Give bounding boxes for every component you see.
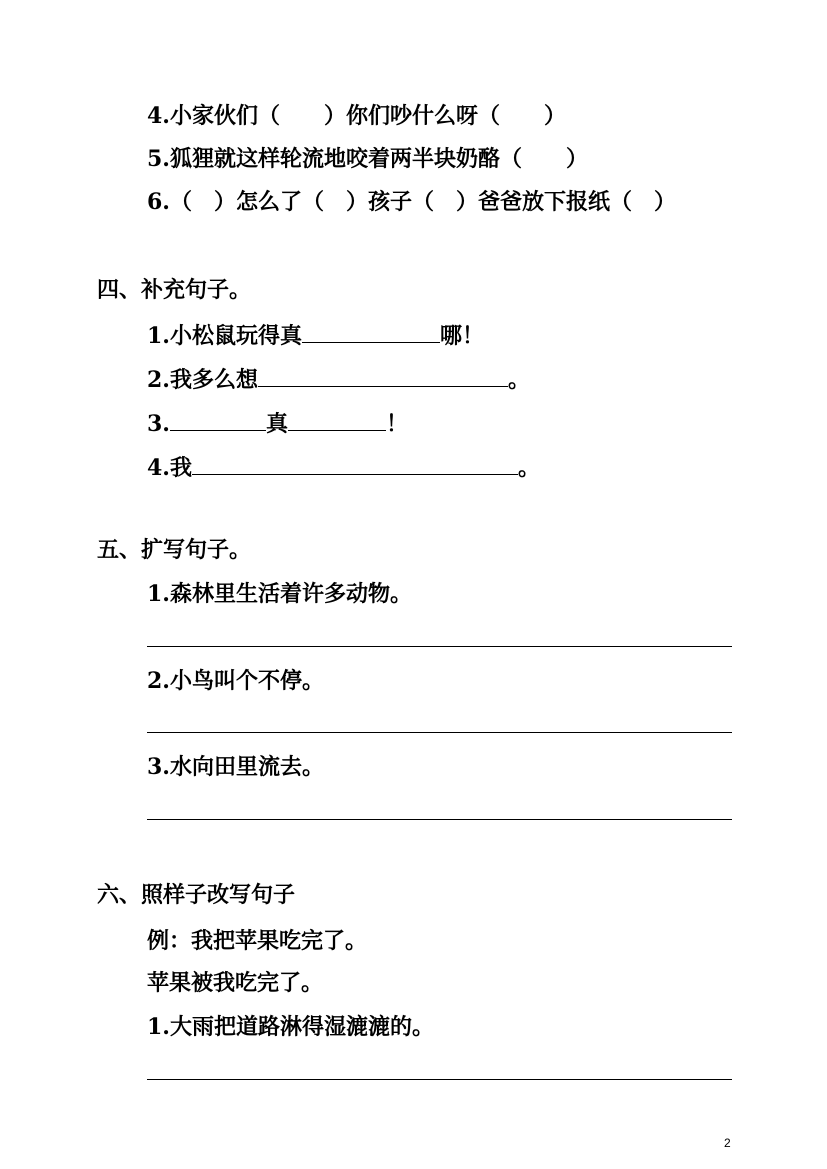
section-heading-4: 四、补充句子。 — [97, 278, 252, 303]
item-text: 哪！ — [439, 323, 484, 349]
item-text: 我多么想 — [169, 367, 258, 393]
question-item-4 — [147, 101, 566, 131]
question-item-6 — [147, 187, 676, 217]
item-text: （ ）怎么了（ ）孩子（ ）爸爸放下报纸（ ） — [169, 189, 676, 215]
expand-item-2 — [147, 666, 324, 696]
answer-line[interactable] — [147, 1079, 732, 1080]
answer-blank[interactable] — [258, 362, 508, 387]
fill-item-4 — [147, 450, 540, 483]
item-text: 小松鼠玩得真 — [169, 323, 302, 349]
fill-item-1 — [147, 318, 484, 351]
expand-item-3 — [147, 752, 324, 782]
item-number: 2. — [147, 367, 170, 393]
item-text: 小鸟叫个不停。 — [169, 668, 324, 694]
item-text: 大雨把道路淋得湿漉漉的。 — [169, 1014, 434, 1040]
answer-line[interactable] — [147, 646, 732, 647]
answer-blank[interactable] — [302, 318, 440, 343]
section-heading-6: 六、照样子改写句子 — [97, 883, 296, 908]
item-text: 。 — [517, 455, 540, 481]
fill-item-3 — [147, 406, 408, 439]
fill-item-2 — [147, 362, 530, 395]
item-number: 4. — [147, 455, 170, 481]
example-line-2: 苹果被我吃完了。 — [147, 970, 324, 996]
question-item-5 — [147, 144, 588, 174]
answer-line[interactable] — [147, 732, 732, 733]
item-number: 2. — [147, 668, 170, 694]
item-text: ！ — [385, 411, 408, 437]
item-text: 我 — [169, 455, 192, 481]
item-number: 6. — [147, 189, 170, 215]
answer-blank[interactable] — [192, 450, 518, 475]
answer-blank[interactable] — [170, 406, 266, 431]
item-text: 小家伙们（ ）你们吵什么呀（ ） — [169, 103, 566, 129]
item-text: 水向田里流去。 — [169, 754, 324, 780]
page-number: 2 — [724, 1136, 731, 1150]
item-text: 森林里生活着许多动物。 — [169, 581, 412, 607]
item-text: 狐狸就这样轮流地咬着两半块奶酪（ ） — [169, 146, 588, 172]
rewrite-item-1 — [147, 1012, 434, 1042]
expand-item-1 — [147, 579, 412, 609]
item-text: 真 — [265, 411, 288, 437]
item-number: 5. — [147, 146, 170, 172]
item-number: 3. — [147, 411, 170, 437]
item-text: 。 — [507, 367, 530, 393]
item-number: 4. — [147, 103, 170, 129]
item-number: 1. — [147, 1014, 170, 1040]
section-heading-5: 五、扩写句子。 — [97, 538, 252, 563]
item-number: 3. — [147, 754, 170, 780]
item-number: 1. — [147, 581, 170, 607]
example-line-1: 例：我把苹果吃完了。 — [147, 928, 368, 954]
answer-line[interactable] — [147, 819, 732, 820]
answer-blank[interactable] — [288, 406, 386, 431]
item-number: 1. — [147, 323, 170, 349]
